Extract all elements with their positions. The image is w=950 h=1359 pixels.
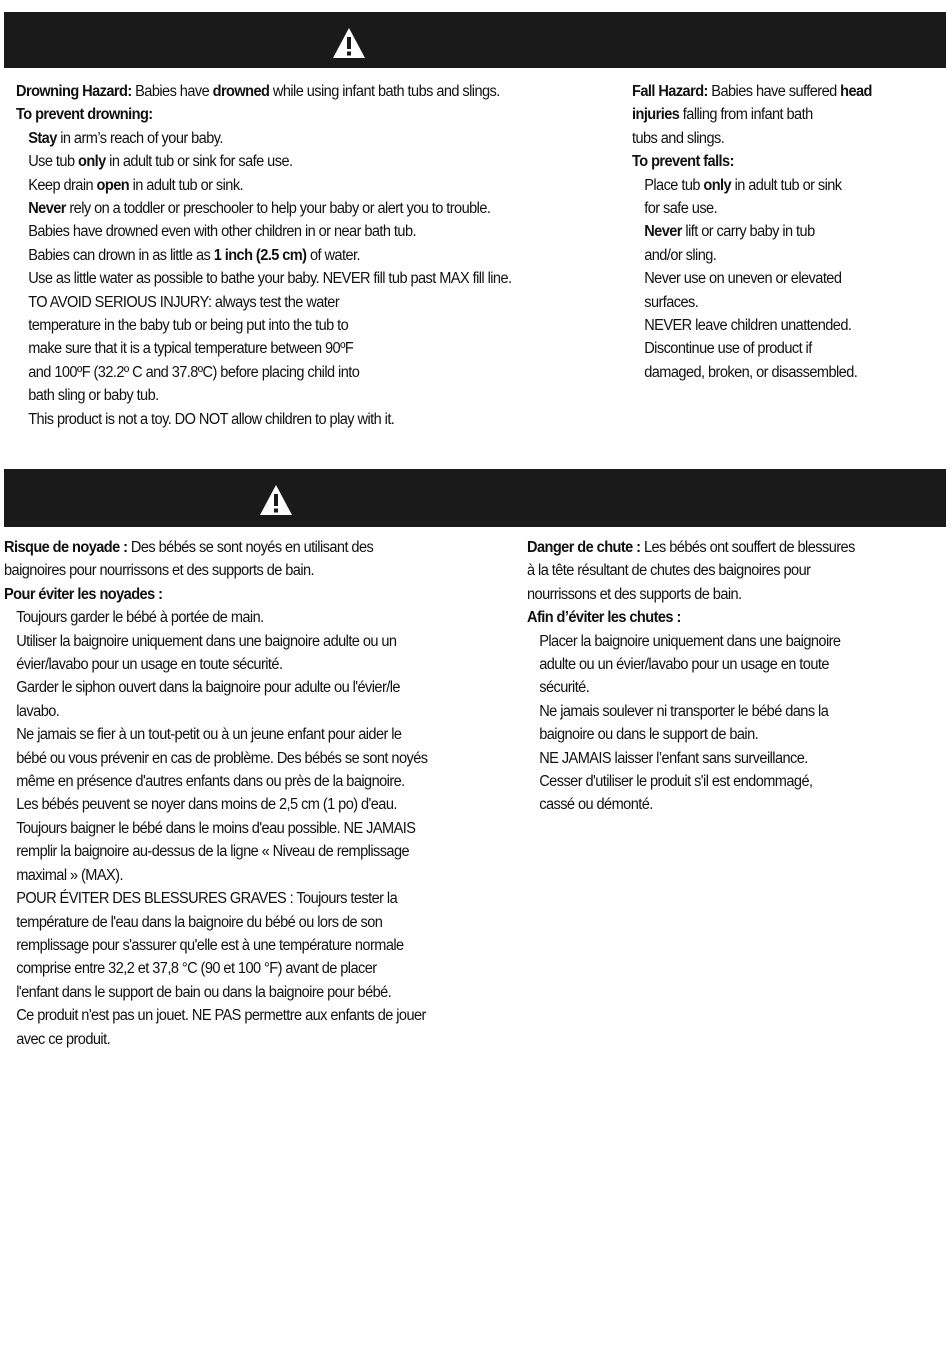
warning-banner-french [4,469,946,527]
list-item: Ce produit n'est pas un jouet. NE PAS permettre aux enfants de jouer [16,1007,426,1025]
list-item: Ne jamais se fier à un tout-petit ou à un jeune enfant pour aider le [16,726,402,744]
list-item: Garder le siphon ouvert dans la baignoire pour adulte ou l'évier/le [16,679,400,697]
list-item: remplir la baignoire au-dessus de la ligne « Niveau de remplissage [16,843,410,861]
list-item: Cesser d'utiliser le produit s'il est endommagé, [539,773,813,791]
risque-noyade-heading: Risque de noyade : [4,539,128,556]
list-item: bébé ou vous prévenir en cas de problème. Des bébés se sont noyés [16,749,428,767]
list-item: avec ce produit. [16,1030,111,1048]
eviter-noyades-heading: Pour éviter les noyades : [4,585,163,603]
warning-triangle-icon [258,483,294,517]
list-item: POUR ÉVITER DES BLESSURES GRAVES : Toujours tester la [16,890,398,908]
list-item: cassé ou démonté. [539,796,653,814]
list-item: Utiliser la baignoire uniquement dans une baignoire adulte ou un [16,632,397,650]
list-item: Toujours garder le bébé à portée de main. [16,609,264,627]
danger-chute-section: Danger de chute : Les bébés ont souffert de blessures à la tête résultant de chutes des baignoires pour nourrissons et des supports de bain. Afin d’éviter les chutes : Placer la baignoire uniquement dans une baignoire adulte ou un évier/lavabo pour un usage en toute sécurité. Ne jamais soulever ni transporter le bébé dans la baignoire ou dans le support de bain. NE JAMAIS laisser l’enfant sans surveillance. Cesser d'utiliser le produit s'il est endommagé, cassé ou démonté. [527,536,922,817]
list-item: l'enfant dans le support de bain ou dans la baignoire pour bébé. [16,983,392,1001]
list-item: adulte ou un évier/lavabo pour un usage en toute [539,656,829,674]
prevent-falls-heading: To prevent falls: [632,153,734,171]
risque-noyade-section: Risque de noyade : Des bébés se sont noyés en utilisant des baignoires pour nourrissons et des supports de bain. Pour éviter les noyades : Toujours garder le bébé à portée de main. Utiliser la baignoire uniquement dans une baignoire adulte ou un évier/lavabo pour un usage en toute sécurité. Garder le siphon ouvert dans la baignoire pour adulte ou l'évier/le lavabo. Ne jamais se fier à un tout-petit ou à un jeune enfant pour aider le bébé ou vous prévenir en cas de problème. Des bébés se sont noyés même en présence d'autres enfants dans ou près de la baignoire. Les bébés peuvent se noyer dans moins de 2,5 cm (1 po) d'eau. Toujours baigner le bébé dans le moins d'eau possible. NE JAMAIS remplir la baignoire au-dessus de la ligne « Niveau de remplissage maximal » (MAX). POUR ÉVITER DES BLESSURES GRAVES : Toujours tester la température de l'eau dans la baignoire du bébé ou lors de son remplissage pour s'assurer qu'elle est à une température normale comprise entre 32,2 et 37,8 °C (90 et 100 °F) avant de placer l'enfant dans le support de bain ou dans la baignoire pour bébé. Ce produit n'est pas un jouet. NE PAS permettre aux enfants de jouer avec ce produit. [4,536,516,1051]
list-item: Placer la baignoire uniquement dans une baignoire [539,632,841,650]
list-item: Les bébés peuvent se noyer dans moins de 2,5 cm (1 po) d'eau. [16,796,397,814]
drowning-hazard-heading: Drowning Hazard: [16,83,132,100]
danger-chute-heading: Danger de chute : [527,539,641,556]
warning-triangle-icon [331,26,367,60]
list-item: maximal » (MAX). [16,866,123,884]
list-item: sécurité. [539,679,590,697]
list-item: Toujours baigner le bébé dans le moins d'eau possible. NE JAMAIS [16,819,416,837]
list-item: NE JAMAIS laisser l’enfant sans surveillance. [539,749,808,767]
list-item: Ne jamais soulever ni transporter le bébé dans la [539,702,829,720]
drowning-hazard-section: Drowning Hazard: Babies have drowned while using infant bath tubs and slings. To prevent drowning: Stay in arm’s reach of your baby. Use tub only in adult tub or sink for safe use. Keep drain open in adult tub or sink. Never rely on a toddler or preschooler to help your baby or alert you to trouble. Babies have drowned even with other children in or near bath tub. Babies can drown in as little as 1 inch (2.5 cm) of water. Use as little water as possible to bathe your baby. NEVER fill tub past MAX fill line. TO AVOID SERIOUS INJURY: always test the water temperature in the baby tub or being put into the tub to make sure that it is a typical temperature between 90ºF and 100ºF (32.2º C and 37.8ºC) before placing child into bath sling or baby tub. This product is not a toy. DO NOT allow children to play with it. [16,83,512,428]
list-item: baignoire ou dans le support de bain. [539,726,759,744]
fall-hazard-section: Fall Hazard: Babies have suffered head injuries falling from infant bath tubs and slings. To prevent falls: Place tub only in adult tub or sink for safe use. Never lift or carry baby in tub and/or sling. Never use on uneven or elevated surfaces. NEVER leave children unattended. Discontinue use of product if damaged, broken, or disassembled. [632,83,872,381]
eviter-chutes-heading: Afin d’éviter les chutes : [527,609,681,627]
fall-hazard-heading: Fall Hazard: [632,83,708,100]
list-item: lavabo. [16,702,60,720]
list-item: comprise entre 32,2 et 37,8 °C (90 et 100 °F) avant de placer [16,960,377,978]
prevent-drowning-heading: To prevent drowning: [16,106,153,124]
list-item: remplissage pour s'assurer qu'elle est à une température normale [16,936,404,954]
list-item: évier/lavabo pour un usage en toute sécurité. [16,656,283,674]
warning-banner-english [4,12,946,68]
list-item: même en présence d'autres enfants dans ou près de la baignoire. [16,773,405,791]
list-item: température de l'eau dans la baignoire du bébé ou lors de son [16,913,383,931]
